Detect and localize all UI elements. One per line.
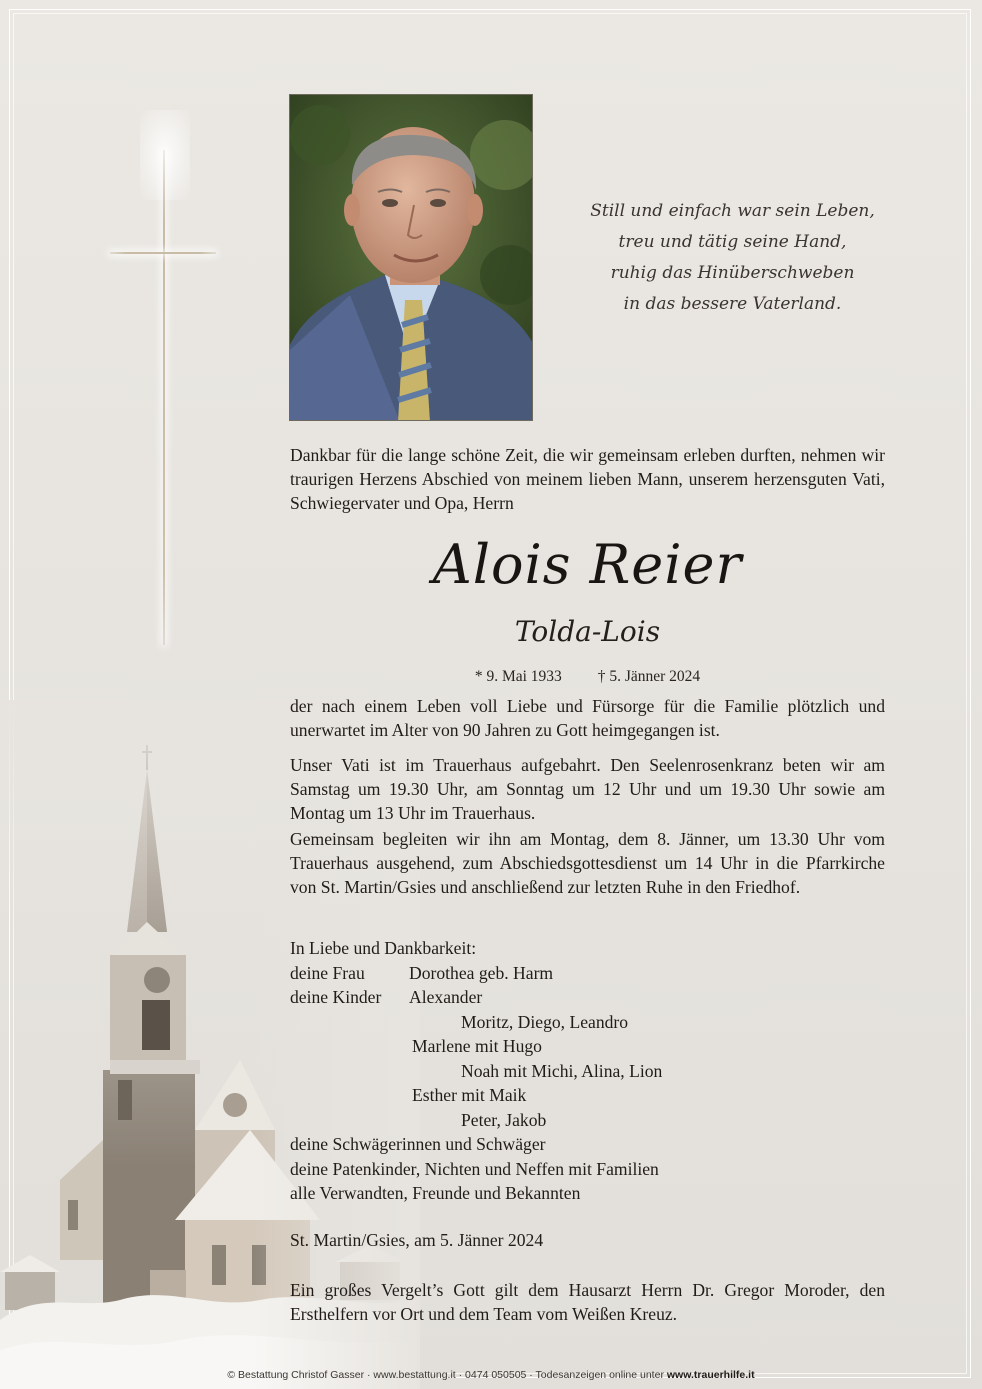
- footer-link[interactable]: www.trauerhilfe.it: [666, 1369, 755, 1381]
- relatives: alle Verwandten, Freunde und Bekannten: [290, 1183, 581, 1203]
- cross-icon: [163, 150, 165, 645]
- paragraph-2: [290, 753, 885, 825]
- poem-line: Still und einfach war sein Leben,: [590, 201, 875, 221]
- portrait-photo: [289, 94, 533, 421]
- grandchildren-names: Moritz, Diego, Leandro: [461, 1011, 629, 1032]
- footer-text: © Bestattung Christof Gasser · www.bestattung.it · 0474 050505 · Todesanzeigen online unter: [227, 1369, 664, 1381]
- paragraph-text: Unser Vati ist im Trauerhaus aufgebahrt. Den Seelenrosenkranz beten wir am Samstag um 19.30 Uhr, am Sonntag um 12 Uhr und um 19.30 Uhr sowie am Montag um 13 Uhr im Trauerhaus.: [290, 755, 885, 823]
- paragraph-text: Gemeinsam begleiten wir ihn am Montag, dem 8. Jänner, um 13.30 Uhr vom Trauerhaus ausgehend, zum Abschiedsgottesdienst um 14 Uhr in die Pfarrkirche von St. Martin/Gsies und anschließend zur letzten Ruhe in den Friedhof.: [290, 829, 885, 897]
- children-label: deine Kinder: [290, 987, 382, 1007]
- intro-text-block: [290, 443, 885, 515]
- child-name: Marlene mit Hugo: [412, 1036, 542, 1056]
- grandchildren-names: Noah mit Michi, Alina, Lion: [461, 1060, 663, 1081]
- child-name: Esther mit Maik: [412, 1085, 527, 1105]
- thanks-block: [290, 1278, 885, 1326]
- paragraph-3: [290, 827, 885, 899]
- poem-line: ruhig das Hinüberschweben: [610, 263, 855, 283]
- thanks-text: Ein großes Vergelt’s Gott gilt dem Hausarzt Herrn Dr. Gregor Moroder, den Ersthelfern vor Ort und dem Team vom Weißen Kreuz.: [290, 1280, 885, 1324]
- deceased-name: Alois Reier: [432, 533, 743, 596]
- cross-icon-bar: [110, 252, 216, 254]
- paragraph-1: [290, 694, 885, 742]
- place-date: St. Martin/Gsies, am 5. Jänner 2024: [290, 1230, 544, 1250]
- place-date-block: [290, 1228, 885, 1252]
- cross-glow: [140, 110, 190, 200]
- wife-label: deine Frau: [290, 962, 365, 983]
- footer: [0, 1368, 982, 1382]
- birth-date: * 9. Mai 1933: [474, 668, 562, 685]
- wife-name: Dorothea geb. Harm: [409, 962, 554, 983]
- poem-line: in das bessere Vaterland.: [623, 294, 842, 314]
- life-dates: [290, 666, 885, 688]
- paragraph-text: der nach einem Leben voll Liebe und Fürsorge für die Familie plötzlich und unerwartet im Alter von 90 Jahren zu Gott heimgegangen ist.: [290, 696, 885, 740]
- family-list: [290, 936, 890, 1206]
- deceased-nickname: Tolda-Lois: [514, 615, 661, 648]
- child-name: Alexander: [409, 987, 483, 1007]
- family-heading: In Liebe und Dankbarkeit:: [290, 938, 477, 958]
- intro-text: Dankbar für die lange schöne Zeit, die wir gemeinsam erleben durften, nehmen wir traurigen Herzens Abschied von meinem lieben Mann, unserem herzensguten Vati, Schwiegervater und Opa, Herrn: [290, 445, 885, 513]
- poem: [560, 196, 905, 320]
- inlaws: deine Schwägerinnen und Schwäger: [290, 1134, 546, 1154]
- godchildren: deine Patenkinder, Nichten und Neffen mit Familien: [290, 1158, 659, 1179]
- poem-line: treu und tätig seine Hand,: [618, 232, 847, 252]
- grandchildren-names: Peter, Jakob: [461, 1109, 547, 1130]
- death-date: † 5. Jänner 2024: [597, 668, 701, 685]
